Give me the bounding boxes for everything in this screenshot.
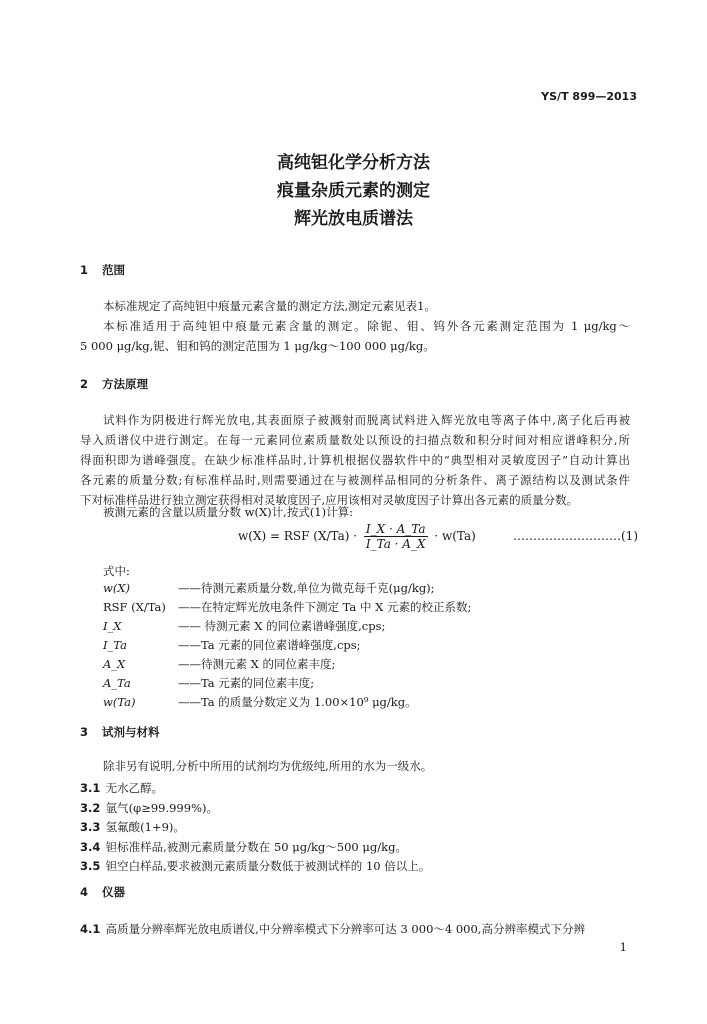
item-text: 无水乙醇。 [105,781,164,795]
section-2-heading [80,376,148,392]
paragraph-line: 下对标准样品进行独立测定获得相对灵敏度因子,应用该相对灵敏度因子计算出各元素的质量分数。 [80,493,579,507]
section-title: 仪器 [102,885,125,899]
definition-text: ——在特定辉光放电条件下测定 Ta 中 X 元素的校正系数; [178,600,472,614]
definition-text: ——待测元素质量分数,单位为微克每千克(μg/kg); [178,581,435,595]
item-number: 3.2 [80,800,101,815]
title-line-3: 辉光放电质谱法 [294,209,413,229]
definition-row [103,636,471,655]
formula-1 [238,522,638,552]
definition-row [103,598,471,617]
definition-text: —— 待测元素 X 的同位素谱峰强度,cps; [178,619,386,633]
definition-symbol: w(X) [103,581,131,595]
definition-row [103,617,471,636]
where-label: 式中: [103,564,130,578]
item-text: 氩气(φ≥99.999%)。 [105,800,218,815]
section-1-paragraph-2-line-1: 本标准适用于高纯钽中痕量元素含量的测定。除铌、钼、钨外各元素测定范围为 1 μg/kg～ [103,319,630,333]
section-title: 范围 [102,263,125,277]
section-3-heading [80,724,160,740]
definition-symbol: I_X [103,619,122,633]
definition-row [103,655,471,674]
paragraph-line: 导入质谱仪中进行测定。在每一元素同位素质量数处以预设的扫描点数和积分时间对相应谱峰积分,所 [80,433,630,447]
section-4-heading [80,884,125,900]
item-text: 高质量分辨率辉光放电质谱仪,中分辨率模式下分辨率可达 3 000～4 000,高分辨率模式下分辨 [105,922,585,936]
item-text: 氢氟酸(1+9)。 [105,820,185,834]
section-2-paragraph-1 [80,410,630,510]
formula-numerator: I_X · A_Ta [365,522,426,536]
section-2-paragraph-2: 被测元素的含量以质量分数 w(X)计,按式(1)计算: [103,505,353,519]
title-line-2: 痕量杂质元素的测定 [277,181,430,201]
formula-fraction [364,522,428,551]
item-number: 3.5 [80,859,101,873]
definition-symbol: I_Ta [103,638,127,652]
section-4-item-1 [80,921,585,937]
definition-row [103,579,471,598]
definition-text: ——Ta 元素的同位素丰度; [178,676,315,690]
section-number: 4 [80,885,89,899]
formula-rhs: · w(Ta) [434,529,476,543]
item-text: 钽标准样品,被测元素质量分数在 50 μg/kg～500 μg/kg。 [105,839,407,854]
item-text: 钽空白样品,要求被测元素质量分数低于被测试样的 10 倍以上。 [105,859,431,873]
section-number: 3 [80,725,89,739]
formula-number: ………………………(1) [513,529,638,543]
page-number: 1 [619,940,627,954]
standard-code: YS/T 899—2013 [541,90,637,103]
paragraph-line: 各元素的质量分数;有标准样品时,则需要通过在与被测样品相同的分析条件、离子源结构以及测试条件 [80,473,630,487]
definition-row [103,674,471,693]
item-number: 4.1 [80,922,101,936]
section-1-paragraph-2-line-2: 5 000 μg/kg,铌、钼和钨的测定范围为 1 μg/kg～100 000 μg/kg。 [80,339,435,353]
list-item [80,818,430,838]
title-line-1: 高纯钽化学分析方法 [277,153,430,173]
list-item [80,857,430,877]
list-item [80,799,430,819]
paragraph-line: 试料作为阴极进行辉光放电,其表面原子被溅射而脱离试料进入辉光放电等离子体中,离子化后再被 [103,413,630,427]
definition-text: ——Ta 的质量分数定义为 1.00×10⁹ μg/kg。 [178,695,417,709]
section-number: 2 [80,377,89,391]
section-1-heading [80,262,125,278]
item-number: 3.1 [80,781,101,795]
formula-denominator: I_Ta · A_X [365,537,426,551]
definition-text: ——待测元素 X 的同位素丰度; [178,657,336,671]
paragraph-line: 得面积即为谱峰强度。在缺少标准样品时,计算机根据仪器软件中的“典型相对灵敏度因子”自动计算出 [80,453,630,467]
symbol-definitions [103,579,471,712]
section-title: 试剂与材料 [102,725,160,739]
definition-symbol: A_Ta [103,676,131,690]
section-3-items [80,779,430,877]
section-title: 方法原理 [102,377,148,391]
definition-symbol: RSF (X/Ta) [103,600,166,614]
definition-row [103,693,471,712]
definition-text: ——Ta 元素的同位素谱峰强度,cps; [178,638,361,652]
section-number: 1 [80,263,89,277]
definition-symbol: w(Ta) [103,695,136,709]
definition-symbol: A_X [103,657,126,671]
list-item [80,779,430,799]
item-number: 3.3 [80,820,101,834]
section-3-intro: 除非另有说明,分析中所用的试剂均为优级纯,所用的水为一级水。 [103,759,433,773]
section-1-paragraph-1: 本标准规定了高纯钽中痕量元素含量的测定方法,测定元素见表1。 [103,299,436,313]
list-item [80,838,430,858]
item-number: 3.4 [80,839,101,854]
formula-lhs: w(X) = RSF (X/Ta) · [238,529,358,543]
